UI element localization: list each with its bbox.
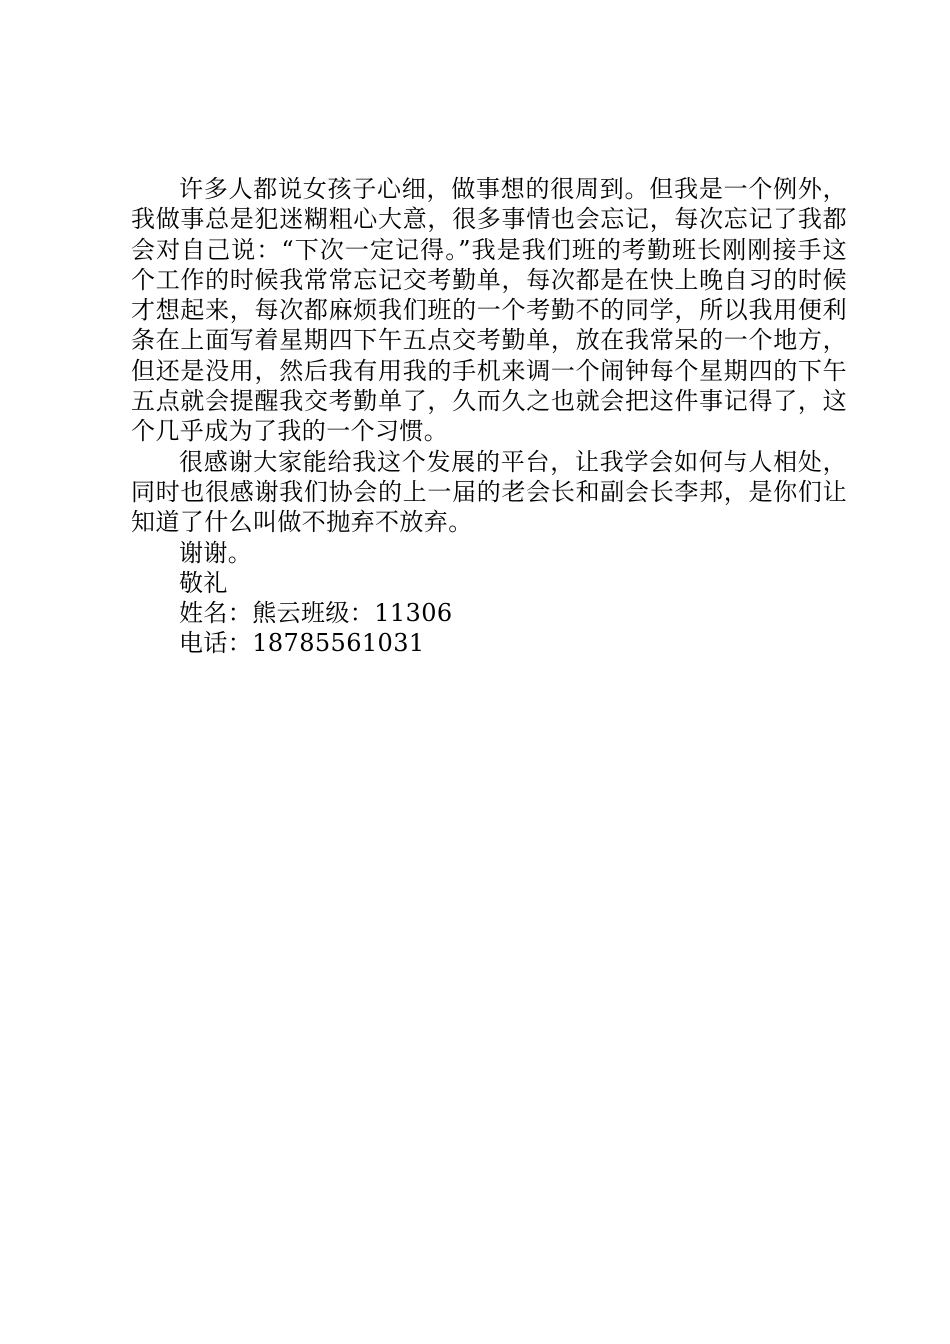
signature-phone: 电话：18785561031: [179, 629, 425, 658]
signature-name-class: 姓名：熊云班级：11306: [179, 599, 453, 628]
closing-salutation: 敬礼: [179, 568, 228, 597]
letter-body: [131, 174, 847, 659]
paragraph-2: 很感谢大家能给我这个发展的平台，让我学会如何与人相处，同时也很感谢我们协会的上一届的老会长和副会长李邦，是你们让知道了什么叫做不抛弃不放弃。: [131, 447, 847, 537]
paragraph-1: 许多人都说女孩子心细，做事想的很周到。但我是一个例外，我做事总是犯迷糊粗心大意，很多事情也会忘记，每次忘记了我都会对自己说：“下次一定记得。”我是我们班的考勤班长刚刚接手这个工作的时候我常常忘记交考勤单，每次都是在快上晚自习的时候才想起来，每次都麻烦我们班的一个考勤不的同学，所以我用便利条在上面写着星期四下午五点交考勤单，放在我常呆的一个地方，但还是没用，然后我有用我的手机来调一个闹钟每个星期四的下午五点就会提醒我交考勤单了，久而久之也就会把这件事记得了，这个几乎成为了我的一个习惯。: [131, 175, 847, 446]
closing-thanks: 谢谢。: [179, 538, 253, 567]
